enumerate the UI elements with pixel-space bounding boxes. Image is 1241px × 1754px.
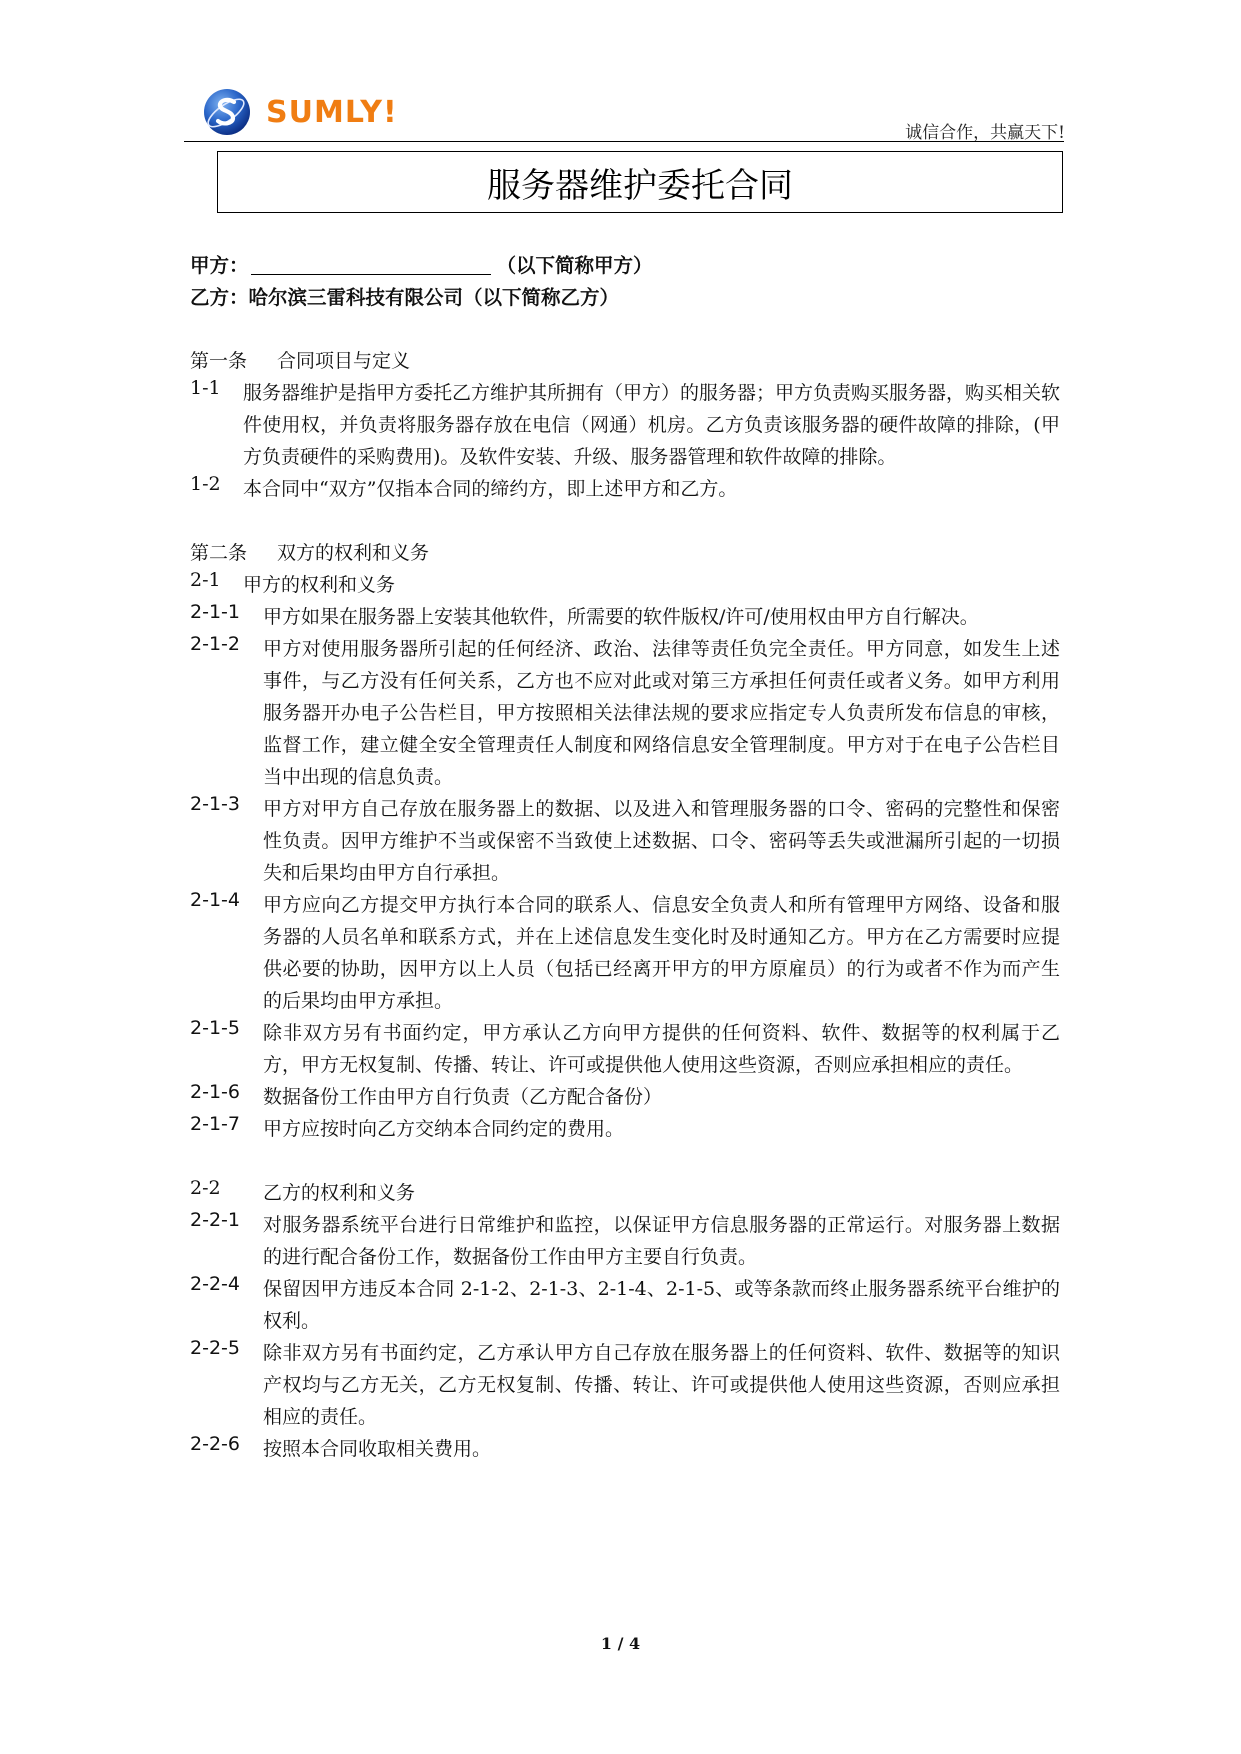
clause-number: 2-1-4 <box>190 889 240 911</box>
clause-text: 对服务器系统平台进行日常维护和监控，以保证甲方信息服务器的正常运行。对服务器上数据的进行配合备份工作，数据备份工作由甲方主要自行负责。 <box>263 1214 1060 1268</box>
contract-title-box <box>217 151 1063 213</box>
sumly-logo-icon <box>202 87 252 137</box>
clause-number: 2-1-7 <box>190 1113 240 1135</box>
clause-number: 2-2-1 <box>190 1209 240 1231</box>
clause-2-1-5 <box>190 1017 1060 1081</box>
clause-text: 甲方应向乙方提交甲方执行本合同的联系人、信息安全负责人和所有管理甲方网络、设备和服务器的人员名单和联系方式，并在上述信息发生变化时及时通知乙方。甲方在乙方需要时应提供必要的协助，因甲方以上人员（包括已经离开甲方的甲方原雇员）的行为或者不作为而产生的后果均由甲方承担。 <box>263 894 1060 1012</box>
subsection-number: 2-2 <box>190 1177 221 1199</box>
clause-number: 2-1-6 <box>190 1081 240 1103</box>
clause-text: 服务器维护是指甲方委托乙方维护其所拥有（甲方）的服务器；甲方负责购买服务器，购买相关软件使用权，并负责将服务器存放在电信（网通）机房。乙方负责该服务器的硬件故障的排除，(甲方负责硬件的采购费用)。及软件安装、升级、服务器管理和软件故障的排除。 <box>243 382 1061 468</box>
clause-number: 1-1 <box>190 377 221 399</box>
contract-title: 服务器维护委托合同 <box>487 165 793 206</box>
clause-text: 甲方对甲方自己存放在服务器上的数据、以及进入和管理服务器的口令、密码的完整性和保密性负责。因甲方维护不当或保密不当致使上述数据、口令、密码等丢失或泄漏所引起的一切损失和后果均由甲方自行承担。 <box>263 798 1060 884</box>
subsection-number: 2-1 <box>190 569 221 591</box>
subsection-2-1-heading <box>190 569 1060 601</box>
clause-number: 2-2-4 <box>190 1273 240 1295</box>
article-2-title: 双方的权利和义务 <box>277 542 430 564</box>
party-a-blank-field[interactable] <box>251 254 491 275</box>
clause-number: 2-1-2 <box>190 633 240 655</box>
clause-text: 保留因甲方违反本合同 2-1-2、2-1-3、2-1-4、2-1-5、或等条款而终止服务器系统平台维护的权利。 <box>263 1278 1060 1332</box>
clause-2-2-4 <box>190 1273 1060 1337</box>
clause-text: 除非双方另有书面约定，乙方承认甲方自己存放在服务器上的任何资料、软件、数据等的知识产权均与乙方无关，乙方无权复制、传播、转让、许可或提供他人使用这些资源，否则应承担相应的责任。 <box>263 1342 1060 1428</box>
party-a-suffix: （以下简称甲方） <box>496 254 653 277</box>
clause-number: 2-2-5 <box>190 1337 240 1359</box>
clause-2-1-6 <box>190 1081 1060 1113</box>
clause-number: 2-1-1 <box>190 601 240 623</box>
clause-text: 除非双方另有书面约定，甲方承认乙方向甲方提供的任何资料、软件、数据等的权利属于乙方，甲方无权复制、传播、转让、许可或提供他人使用这些资源，否则应承担相应的责任。 <box>263 1022 1060 1076</box>
clause-number: 2-2-6 <box>190 1433 240 1455</box>
header-slogan: 诚信合作，共赢天下! <box>905 123 1065 143</box>
company-logo <box>202 86 398 138</box>
party-a-line <box>190 250 653 282</box>
clause-2-1-2 <box>190 633 1060 793</box>
party-a-label: 甲方： <box>190 254 249 277</box>
article-1-number: 第一条 <box>190 350 248 372</box>
clause-1-2 <box>190 473 1060 505</box>
article-2-heading <box>190 537 1060 569</box>
clause-number: 1-2 <box>190 473 221 495</box>
page-number: 1 / 4 <box>600 1634 641 1653</box>
clause-2-1-4 <box>190 889 1060 1017</box>
clause-2-1-1 <box>190 601 1060 633</box>
clause-text: 甲方对使用服务器所引起的任何经济、政治、法律等责任负完全责任。甲方同意，如发生上述事件，与乙方没有任何关系，乙方也不应对此或对第三方承担任何责任或者义务。如甲方利用服务器开办电子公告栏目，甲方按照相关法律法规的要求应指定专人负责所发布信息的审核，监督工作，建立健全安全管理责任人制度和网络信息安全管理制度。甲方对于在电子公告栏目当中出现的信息负责。 <box>263 638 1060 788</box>
clause-2-1-7 <box>190 1113 1060 1145</box>
article-1-title: 合同项目与定义 <box>277 350 411 372</box>
contract-body <box>190 345 1060 1465</box>
header-divider <box>184 141 1064 142</box>
clause-text: 按照本合同收取相关费用。 <box>263 1438 492 1460</box>
subsection-title: 甲方的权利和义务 <box>243 574 396 596</box>
logo-text: SUMLY! <box>266 94 398 130</box>
subsection-2-2-heading <box>190 1177 1060 1209</box>
clause-text: 本合同中“双方”仅指本合同的缔约方，即上述甲方和乙方。 <box>243 478 738 500</box>
clause-2-1-3 <box>190 793 1060 889</box>
clause-2-2-1 <box>190 1209 1060 1273</box>
article-1-heading <box>190 345 1060 377</box>
clause-number: 2-1-5 <box>190 1017 240 1039</box>
clause-text: 甲方如果在服务器上安装其他软件，所需要的软件版权/许可/使用权由甲方自行解决。 <box>263 606 979 628</box>
subsection-title: 乙方的权利和义务 <box>263 1182 416 1204</box>
clause-2-2-5 <box>190 1337 1060 1433</box>
clause-text: 甲方应按时向乙方交纳本合同约定的费用。 <box>263 1118 625 1140</box>
clause-text: 数据备份工作由甲方自行负责（乙方配合备份） <box>263 1086 663 1108</box>
party-b-line: 乙方：哈尔滨三雷科技有限公司（以下简称乙方） <box>190 286 620 309</box>
clause-2-2-6 <box>190 1433 1060 1465</box>
clause-number: 2-1-3 <box>190 793 240 815</box>
contract-parties <box>190 250 653 314</box>
article-2-number: 第二条 <box>190 542 248 564</box>
clause-1-1 <box>190 377 1060 473</box>
